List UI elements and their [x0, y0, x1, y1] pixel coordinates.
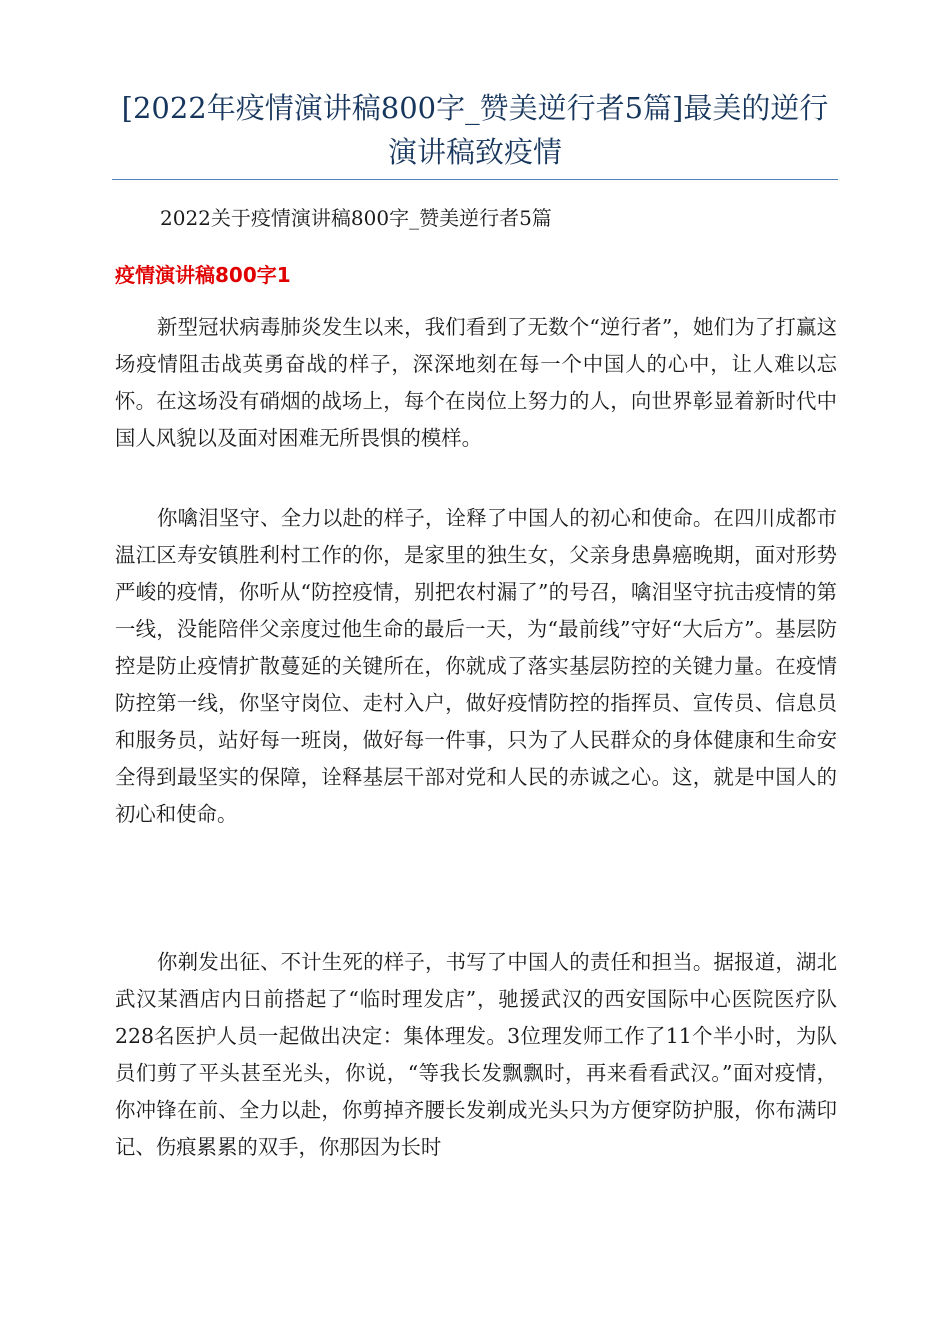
- paragraph-3: 你剃发出征、不计生死的样子，书写了中国人的责任和担当。据报道，湖北武汉某酒店内日前搭起了“临时理发店”，驰援武汉的西安国际中心医院医疗队228名医护人员一起做出决定：集体理发。3位理发师工作了11个半小时，为队员们剪了平头甚至光头，你说，“等我长发飘飘时，再来看看武汉。”面对疫情，你冲锋在前、全力以赴，你剪掉齐腰长发剃成光头只为方便穿防护服，你布满印记、伤痕累累的双手，你那因为长时: [115, 950, 837, 1159]
- paragraph-2: 你噙泪坚守、全力以赴的样子，诠释了中国人的初心和使命。在四川成都市温江区寿安镇胜利村工作的你，是家里的独生女，父亲身患鼻癌晚期，面对形势严峻的疫情，你听从“防控疫情，别把农村漏了”的号召，噙泪坚守抗击疫情的第一线，没能陪伴父亲度过他生命的最后一天，为“最前线”守好“大后方”。基层防控是防止疫情扩散蔓延的关键所在，你就成了落实基层防控的关键力量。在疫情防控第一线，你坚守岗位、走村入户，做好疫情防控的指挥员、宣传员、信息员和服务员，站好每一班岗，做好每一件事，只为了人民群众的身体健康和生命安全得到最坚实的保障，诠释基层干部对党和人民的赤诚之心。这，就是中国人的初心和使命。: [115, 506, 837, 826]
- document-title: [2022年疫情演讲稿800字_赞美逆行者5篇]最美的逆行演讲稿致疫情: [121, 91, 829, 169]
- document-subtitle: 2022关于疫情演讲稿800字_赞美逆行者5篇: [160, 206, 552, 230]
- section-heading: 疫情演讲稿800字1: [115, 263, 291, 287]
- title-divider: [112, 179, 838, 180]
- paragraph-1: 新型冠状病毒肺炎发生以来，我们看到了无数个“逆行者”，她们为了打赢这场疫情阻击战英勇奋战的样子，深深地刻在每一个中国人的心中，让人难以忘怀。在这场没有硝烟的战场上，每个在岗位上努力的人，向世界彰显着新时代中国人风貌以及面对困难无所畏惧的模样。: [115, 315, 837, 450]
